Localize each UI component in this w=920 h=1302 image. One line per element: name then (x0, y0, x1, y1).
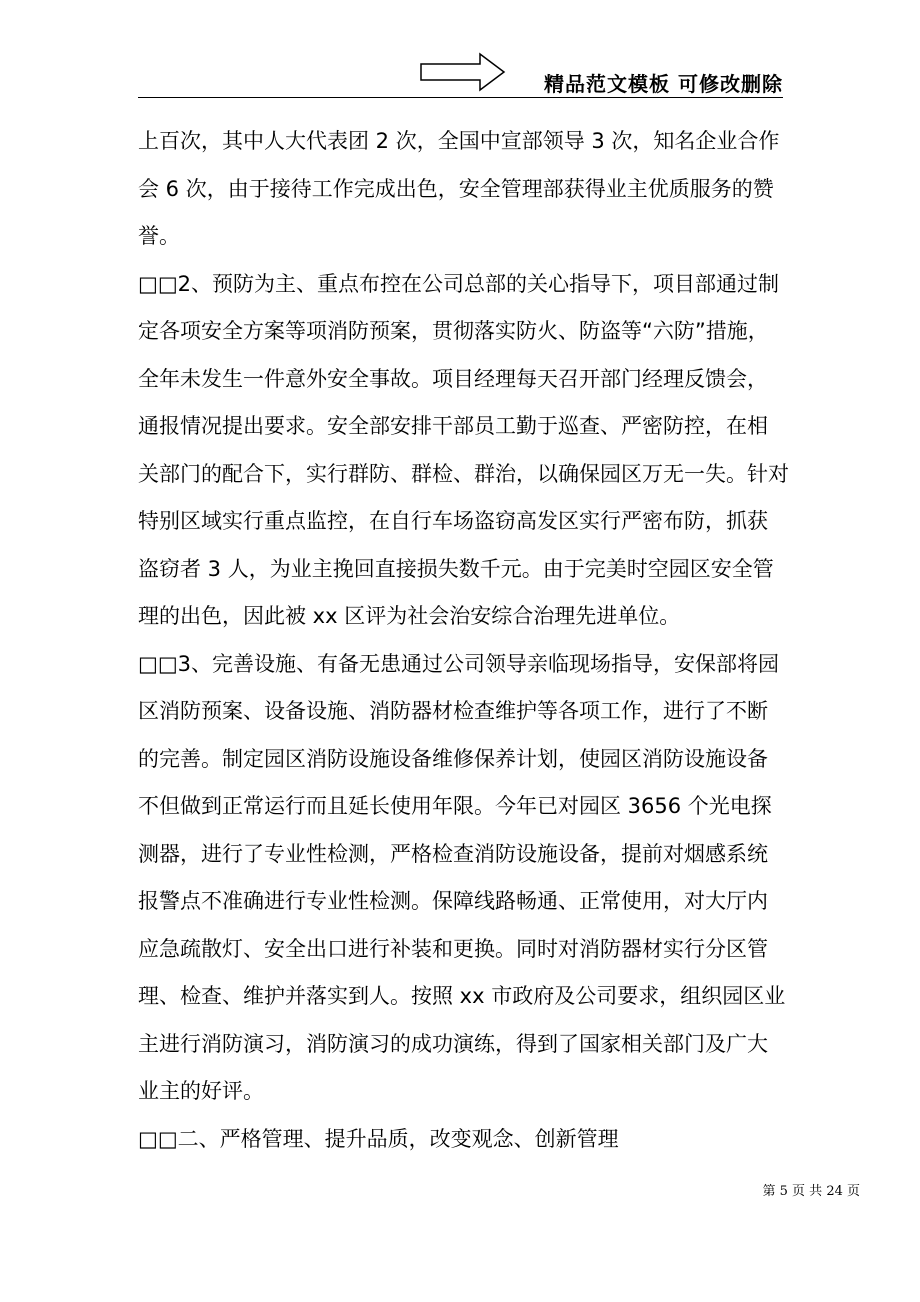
page-header (138, 52, 783, 98)
text-line: □□3、完善设施、有备无患通过公司领导亲临现场指导，安保部将园 (138, 651, 780, 676)
text-line: 应急疏散灯、安全出口进行补装和更换。同时对消防器材实行分区管 (138, 936, 768, 961)
text-line: 通报情况提出要求。安全部安排干部员工勤于巡查、严密防控，在相 (138, 414, 768, 438)
text-line: 业主的好评。 (138, 1079, 264, 1103)
text-line: 报警点不准确进行专业性检测。保障线路畅通、正常使用，对大厅内 (138, 889, 768, 913)
text-line: 全年未发生一件意外安全事故。项目经理每天召开部门经理反馈会， (138, 366, 768, 391)
text-line: 测器，进行了专业性检测，严格检查消防设施设备，提前对烟感系统 (138, 841, 768, 866)
text-line: 定各项安全方案等项消防预案，贯彻落实防火、防盗等“六防”措施， (138, 319, 769, 343)
text-line: □□二、严格管理、提升品质，改变观念、创新管理 (138, 1126, 619, 1151)
arrow-icon (420, 52, 506, 92)
body-text (138, 118, 789, 1163)
text-line: 会 6 次，由于接待工作完成出色，安全管理部获得业主优质服务的赞 (138, 176, 774, 201)
text-line: 盗窃者 3 人，为业主挽回直接损失数千元。由于完美时空园区安全管 (138, 556, 774, 581)
text-line: 理、检查、维护并落实到人。按照 xx 市政府及公司要求，组织园区业 (138, 984, 786, 1008)
text-line: 理的出色，因此被 xx 区评为社会治安综合治理先进单位。 (138, 604, 681, 628)
text-line: □□2、预防为主、重点布控在公司总部的关心指导下，项目部通过制 (138, 271, 780, 296)
text-line: 不但做到正常运行而且延长使用年限。今年已对园区 3656 个光电探 (138, 794, 772, 818)
text-line: 主进行消防演习，消防演习的成功演练，得到了国家相关部门及广大 (138, 1031, 768, 1056)
text-line: 的完善。制定园区消防设施设备维修保养计划，使园区消防设施设备 (138, 746, 768, 771)
header-rule (138, 97, 783, 98)
text-line: 区消防预案、设备设施、消防器材检查维护等各项工作，进行了不断 (138, 699, 768, 723)
page-number: 第 5 页 共 24 页 (762, 1184, 860, 1199)
text-line: 誉。 (138, 224, 180, 248)
header-title: 精品范文模板 可修改删除 (544, 72, 783, 96)
text-line: 关部门的配合下，实行群防、群检、群治，以确保园区万无一失。针对 (138, 461, 789, 486)
text-line: 特别区域实行重点监控，在自行车场盗窃高发区实行严密布防，抓获 (138, 509, 768, 533)
text-line: 上百次，其中人大代表团 2 次，全国中宣部领导 3 次，知名企业合作 (138, 129, 780, 153)
